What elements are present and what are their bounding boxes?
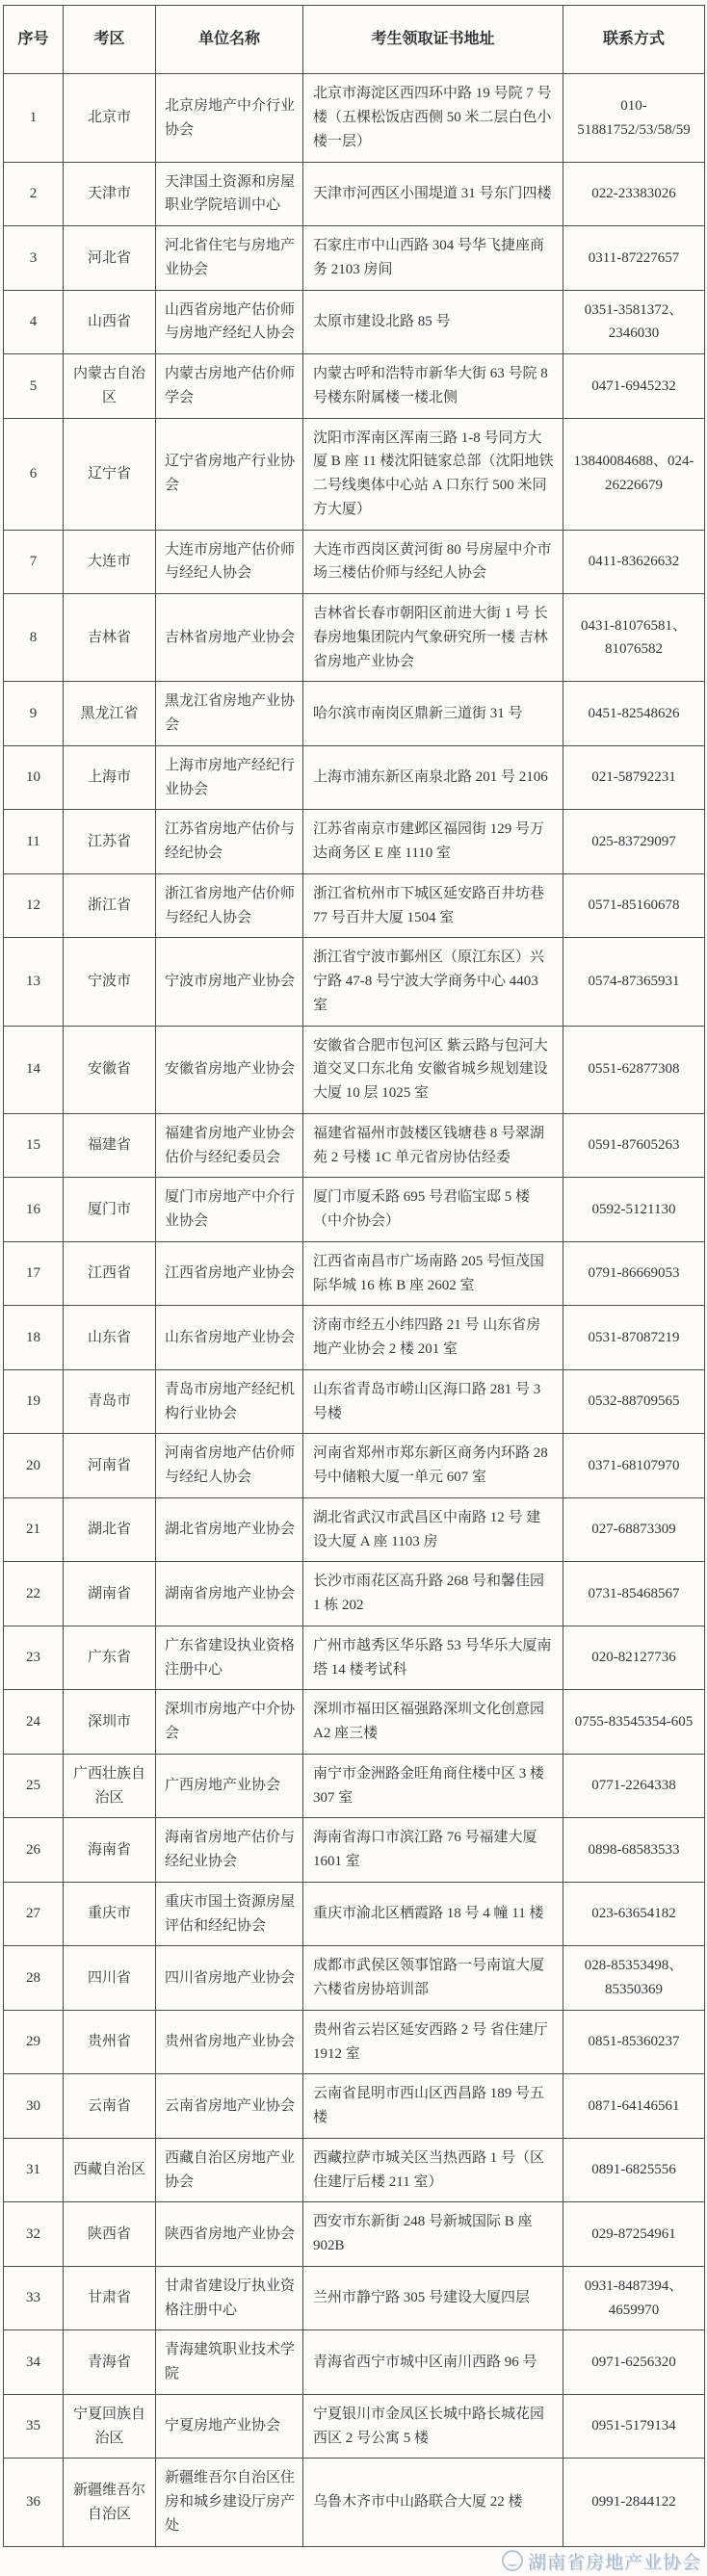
cell-exam-region: 厦门市 [64,1178,156,1242]
cell-address: 哈尔滨市南岗区鼎新三道街 31 号 [303,682,563,746]
cell-phone: 0591-87605263 [563,1113,705,1178]
table-row [4,354,705,419]
cell-org-name: 青岛市房地产经纪机构行业协会 [156,1369,303,1434]
cell-address: 沈阳市浑南区浑南三路 1-8 号同方大厦 B 座 11 楼沈阳链家总部（沈阳地铁二号线奥体中心站 A 口东行 500 米同方大厦） [303,418,563,530]
table-row [4,745,705,810]
cell-serial-number: 1 [4,74,64,162]
cell-org-name: 浙江省房地产估价师与经纪人协会 [156,873,303,938]
cell-phone: 010-51881752/53/58/59 [563,74,705,162]
cell-phone: 0471-6945232 [563,354,705,419]
cell-phone: 0898-68583533 [563,1818,705,1883]
cell-org-name: 湖南省房地产业协会 [156,1562,303,1626]
table-row [4,1241,705,1306]
cell-serial-number: 9 [4,682,64,746]
table-row [4,1497,705,1562]
cell-serial-number: 10 [4,745,64,810]
cell-address: 兰州市静宁路 305 号建设大厦四层 [303,2266,563,2330]
association-logo-icon [502,2550,523,2571]
cell-exam-region: 云南省 [64,2074,156,2139]
cell-exam-region: 青海省 [64,2330,156,2395]
cell-address: 天津市河西区小围堤道 31 号东门四楼 [303,162,563,226]
table-row [4,594,705,682]
table-row [4,1818,705,1883]
cell-org-name: 山东省房地产业协会 [156,1306,303,1370]
cell-exam-region: 安徽省 [64,1026,156,1113]
table-row [4,873,705,938]
cell-address: 重庆市渝北区栖霞路 18 号 4 幢 11 楼 [303,1882,563,1946]
cell-serial-number: 31 [4,2138,64,2202]
col-header-no: 序号 [4,6,64,74]
watermark [502,2548,701,2574]
table-row [4,2459,705,2546]
cell-serial-number: 23 [4,1626,64,1690]
cell-serial-number: 33 [4,2266,64,2330]
cell-org-name: 西藏自治区房地产业协会 [156,2138,303,2202]
cell-exam-region: 天津市 [64,162,156,226]
cell-address: 深圳市福田区福强路深圳文化创意园 A2 座三楼 [303,1690,563,1755]
table-row [4,2394,705,2459]
cell-serial-number: 30 [4,2074,64,2139]
cell-serial-number: 20 [4,1434,64,1498]
cell-serial-number: 6 [4,418,64,530]
col-header-phone: 联系方式 [563,6,705,74]
cell-org-name: 河南省房地产估价师与经纪人协会 [156,1434,303,1498]
cell-org-name: 上海市房地产经纪行业协会 [156,745,303,810]
cell-address: 成都市武侯区领事馆路一号南谊大厦六楼省房协培训部 [303,1946,563,2011]
cell-address: 上海市浦东新区南泉北路 201 号 2106 [303,745,563,810]
cell-phone: 0951-5179134 [563,2394,705,2459]
cell-phone: 023-63654182 [563,1882,705,1946]
table-row [4,1562,705,1626]
table-row [4,418,705,530]
cell-phone: 022-23383026 [563,162,705,226]
cell-org-name: 大连市房地产估价师与经纪人协会 [156,530,303,594]
table-row [4,1369,705,1434]
cell-org-name: 江西省房地产业协会 [156,1241,303,1306]
cell-address: 青海省西宁市城中区南川西路 96 号 [303,2330,563,2395]
table-row [4,74,705,162]
cell-exam-region: 重庆市 [64,1882,156,1946]
cell-exam-region: 河北省 [64,226,156,291]
cell-exam-region: 宁夏回族自治区 [64,2394,156,2459]
cell-address: 北京市海淀区西四环中路 19 号院 7 号楼（五棵松饭店西侧 50 米二层白色小楼一层） [303,74,563,162]
cell-phone: 0871-64146561 [563,2074,705,2139]
cell-org-name: 吉林省房地产业协会 [156,594,303,682]
cell-org-name: 宁夏房地产业协会 [156,2394,303,2459]
cell-org-name: 重庆市国土资源房屋评估和经纪协会 [156,1882,303,1946]
cell-address: 南宁市金洲路金旺角商住楼中区 3 楼 307 室 [303,1754,563,1818]
table-row [4,1026,705,1113]
cell-exam-region: 贵州省 [64,2010,156,2074]
cell-address: 湖北省武汉市武昌区中南路 12 号 建设大厦 A 座 1103 房 [303,1497,563,1562]
table-row [4,2010,705,2074]
table-row [4,1882,705,1946]
cell-exam-region: 宁波市 [64,938,156,1026]
cell-phone: 0971-6256320 [563,2330,705,2395]
cell-phone: 025-83729097 [563,810,705,874]
cell-address: 山东省青岛市崂山区海口路 281 号 3 号楼 [303,1369,563,1434]
cell-org-name: 深圳市房地产中介协会 [156,1690,303,1755]
table-row [4,162,705,226]
cell-phone: 0931-8487394、4659970 [563,2266,705,2330]
cell-address: 云南省昆明市西山区西昌路 189 号五楼 [303,2074,563,2139]
cell-org-name: 山西省房地产估价师与房地产经纪人协会 [156,290,303,354]
cell-phone: 0351-3581372、2346030 [563,290,705,354]
cell-serial-number: 15 [4,1113,64,1178]
cell-serial-number: 8 [4,594,64,682]
cell-org-name: 福建省房地产业协会估价与经纪委员会 [156,1113,303,1178]
cell-serial-number: 19 [4,1369,64,1434]
table-row [4,1946,705,2011]
cell-org-name: 四川省房地产业协会 [156,1946,303,2011]
cell-phone: 0531-87087219 [563,1306,705,1370]
cell-exam-region: 新疆维吾尔自治区 [64,2459,156,2546]
cell-phone: 0851-85360237 [563,2010,705,2074]
cell-serial-number: 25 [4,1754,64,1818]
cell-exam-region: 山西省 [64,290,156,354]
cell-phone: 0571-85160678 [563,873,705,938]
cell-serial-number: 27 [4,1882,64,1946]
table-row [4,1434,705,1498]
table-body [4,74,705,2546]
cell-org-name: 青海建筑职业技术学院 [156,2330,303,2395]
cell-address: 吉林省长春市朝阳区前进大街 1 号 长春房地集团院内气象研究所一楼 吉林省房地产业协会 [303,594,563,682]
cell-address: 安徽省合肥市包河区 紫云路与包河大道交叉口东北角 安徽省城乡规划建设大厦 10 层 1025 室 [303,1026,563,1113]
cell-serial-number: 16 [4,1178,64,1242]
cell-phone: 028-85353498、85350369 [563,1946,705,2011]
table-row [4,290,705,354]
certificate-pickup-table [3,5,705,2547]
cell-exam-region: 广西壮族自治区 [64,1754,156,1818]
cell-serial-number: 22 [4,1562,64,1626]
cell-org-name: 江苏省房地产估价与经纪协会 [156,810,303,874]
cell-address: 江西省南昌市广场南路 205 号恒茂国际华城 16 栋 B 座 2602 室 [303,1241,563,1306]
cell-exam-region: 海南省 [64,1818,156,1883]
cell-phone: 0791-86669053 [563,1241,705,1306]
cell-serial-number: 32 [4,2202,64,2267]
cell-serial-number: 18 [4,1306,64,1370]
cell-serial-number: 34 [4,2330,64,2395]
table-header [4,6,705,74]
cell-address: 乌鲁木齐市中山路联合大厦 22 楼 [303,2459,563,2546]
cell-phone: 0551-62877308 [563,1026,705,1113]
cell-serial-number: 5 [4,354,64,419]
cell-phone: 0431-81076581、81076582 [563,594,705,682]
table-row [4,938,705,1026]
table-row [4,1113,705,1178]
cell-serial-number: 24 [4,1690,64,1755]
col-header-org: 单位名称 [156,6,303,74]
cell-serial-number: 29 [4,2010,64,2074]
cell-exam-region: 青岛市 [64,1369,156,1434]
cell-address: 宁夏银川市金凤区长城中路长城花园西区 2 号公寓 5 楼 [303,2394,563,2459]
cell-serial-number: 28 [4,1946,64,2011]
cell-serial-number: 36 [4,2459,64,2546]
table-row [4,1626,705,1690]
table-row [4,226,705,291]
cell-exam-region: 浙江省 [64,873,156,938]
cell-serial-number: 14 [4,1026,64,1113]
cell-exam-region: 吉林省 [64,594,156,682]
cell-exam-region: 黑龙江省 [64,682,156,746]
cell-phone: 0592-5121130 [563,1178,705,1242]
cell-exam-region: 上海市 [64,745,156,810]
cell-org-name: 云南省房地产业协会 [156,2074,303,2139]
cell-exam-region: 湖北省 [64,1497,156,1562]
cell-exam-region: 河南省 [64,1434,156,1498]
cell-org-name: 河北省住宅与房地产业协会 [156,226,303,291]
table-row [4,682,705,746]
table-row [4,2266,705,2330]
table-row [4,2074,705,2139]
cell-phone: 0771-2264338 [563,1754,705,1818]
cell-serial-number: 21 [4,1497,64,1562]
cell-org-name: 贵州省房地产业协会 [156,2010,303,2074]
cell-org-name: 新疆维吾尔自治区住房和城乡建设厅房产处 [156,2459,303,2546]
cell-exam-region: 西藏自治区 [64,2138,156,2202]
cell-address: 浙江省杭州市下城区延安路百井坊巷 77 号百井大厦 1504 室 [303,873,563,938]
cell-exam-region: 福建省 [64,1113,156,1178]
cell-exam-region: 甘肃省 [64,2266,156,2330]
cell-org-name: 广东省建设执业资格注册中心 [156,1626,303,1690]
cell-address: 太原市建设北路 85 号 [303,290,563,354]
cell-serial-number: 12 [4,873,64,938]
cell-serial-number: 13 [4,938,64,1026]
cell-serial-number: 35 [4,2394,64,2459]
cell-exam-region: 四川省 [64,1946,156,2011]
cell-phone: 0532-88709565 [563,1369,705,1434]
cell-address: 西安市东新街 248 号新城国际 B 座 902B [303,2202,563,2267]
cell-phone: 020-82127736 [563,1626,705,1690]
table-row [4,1690,705,1755]
cell-exam-region: 大连市 [64,530,156,594]
cell-address: 福建省福州市鼓楼区钱塘巷 8 号翠湖苑 2 号楼 1C 单元省房协估经委 [303,1113,563,1178]
cell-phone: 021-58792231 [563,745,705,810]
cell-org-name: 黑龙江省房地产业协会 [156,682,303,746]
cell-address: 河南省郑州市郑东新区商务内环路 28 号中储粮大厦一单元 607 室 [303,1434,563,1498]
cell-exam-region: 江苏省 [64,810,156,874]
cell-org-name: 内蒙古房地产估价师学会 [156,354,303,419]
cell-phone: 027-68873309 [563,1497,705,1562]
cell-address: 济南市经五小纬四路 21 号 山东省房地产业协会 2 楼 201 室 [303,1306,563,1370]
cell-org-name: 宁波市房地产业协会 [156,938,303,1026]
cell-address: 贵州省云岩区延安西路 2 号 省住建厅 1912 室 [303,2010,563,2074]
cell-address: 大连市西岗区黄河街 80 号房屋中介市场三楼估价师与经纪人协会 [303,530,563,594]
cell-exam-region: 内蒙古自治区 [64,354,156,419]
cell-address: 长沙市雨花区高升路 268 号和馨佳园 1 栋 202 [303,1562,563,1626]
cell-org-name: 辽宁省房地产行业协会 [156,418,303,530]
cell-org-name: 厦门市房地产中介行业协会 [156,1178,303,1242]
cell-phone: 0731-85468567 [563,1562,705,1626]
table-row [4,1306,705,1370]
cell-serial-number: 17 [4,1241,64,1306]
cell-org-name: 安徽省房地产业协会 [156,1026,303,1113]
cell-exam-region: 广东省 [64,1626,156,1690]
cell-address: 江苏省南京市建邺区福园街 129 号万达商务区 E 座 1110 室 [303,810,563,874]
cell-serial-number: 4 [4,290,64,354]
cell-serial-number: 7 [4,530,64,594]
watermark-text: 湖南省房地产业协会 [527,2552,701,2573]
cell-address: 厦门市厦禾路 695 号君临宝邸 5 楼（中介协会） [303,1178,563,1242]
cell-org-name: 陕西省房地产业协会 [156,2202,303,2267]
cell-serial-number: 2 [4,162,64,226]
table-row [4,1178,705,1242]
cell-org-name: 海南省房地产估价与经纪业协会 [156,1818,303,1883]
cell-address: 石家庄市中山西路 304 号华飞捷座商务 2103 房间 [303,226,563,291]
cell-phone: 0371-68107970 [563,1434,705,1498]
cell-org-name: 天津国土资源和房屋职业学院培训中心 [156,162,303,226]
cell-phone: 0411-83626632 [563,530,705,594]
cell-serial-number: 3 [4,226,64,291]
cell-org-name: 北京房地产中介行业协会 [156,74,303,162]
cell-address: 浙江省宁波市鄞州区（原江东区）兴宁路 47-8 号宁波大学商务中心 4403 室 [303,938,563,1026]
col-header-address: 考生领取证书地址 [303,6,563,74]
cell-exam-region: 江西省 [64,1241,156,1306]
cell-org-name: 广西房地产业协会 [156,1754,303,1818]
cell-exam-region: 山东省 [64,1306,156,1370]
cell-address: 海南省海口市滨江路 76 号福建大厦 1601 室 [303,1818,563,1883]
table-row [4,530,705,594]
cell-address: 西藏拉萨市城关区当热西路 1 号（区住建厅后楼 211 室） [303,2138,563,2202]
cell-exam-region: 湖南省 [64,1562,156,1626]
table-row [4,2330,705,2395]
cell-phone: 029-87254961 [563,2202,705,2267]
cell-exam-region: 北京市 [64,74,156,162]
table-row [4,810,705,874]
cell-exam-region: 深圳市 [64,1690,156,1755]
cell-exam-region: 辽宁省 [64,418,156,530]
table-row [4,1754,705,1818]
cell-address: 广州市越秀区华乐路 53 号华乐大厦南塔 14 楼考试科 [303,1626,563,1690]
cell-org-name: 甘肃省建设厅执业资格注册中心 [156,2266,303,2330]
cell-org-name: 湖北省房地产业协会 [156,1497,303,1562]
cell-phone: 0574-87365931 [563,938,705,1026]
table-header-row [4,6,705,74]
cell-serial-number: 26 [4,1818,64,1883]
table-row [4,2202,705,2267]
col-header-region: 考区 [64,6,156,74]
cell-exam-region: 陕西省 [64,2202,156,2267]
cell-phone: 0451-82548626 [563,682,705,746]
table-row [4,2138,705,2202]
cell-phone: 13840084688、024-26226679 [563,418,705,530]
cell-serial-number: 11 [4,810,64,874]
cell-phone: 0755-83545354-605 [563,1690,705,1755]
cell-address: 内蒙古呼和浩特市新华大街 63 号院 8 号楼东附属楼一楼北侧 [303,354,563,419]
cell-phone: 0891-6825556 [563,2138,705,2202]
cell-phone: 0991-2844122 [563,2459,705,2546]
cell-phone: 0311-87227657 [563,226,705,291]
